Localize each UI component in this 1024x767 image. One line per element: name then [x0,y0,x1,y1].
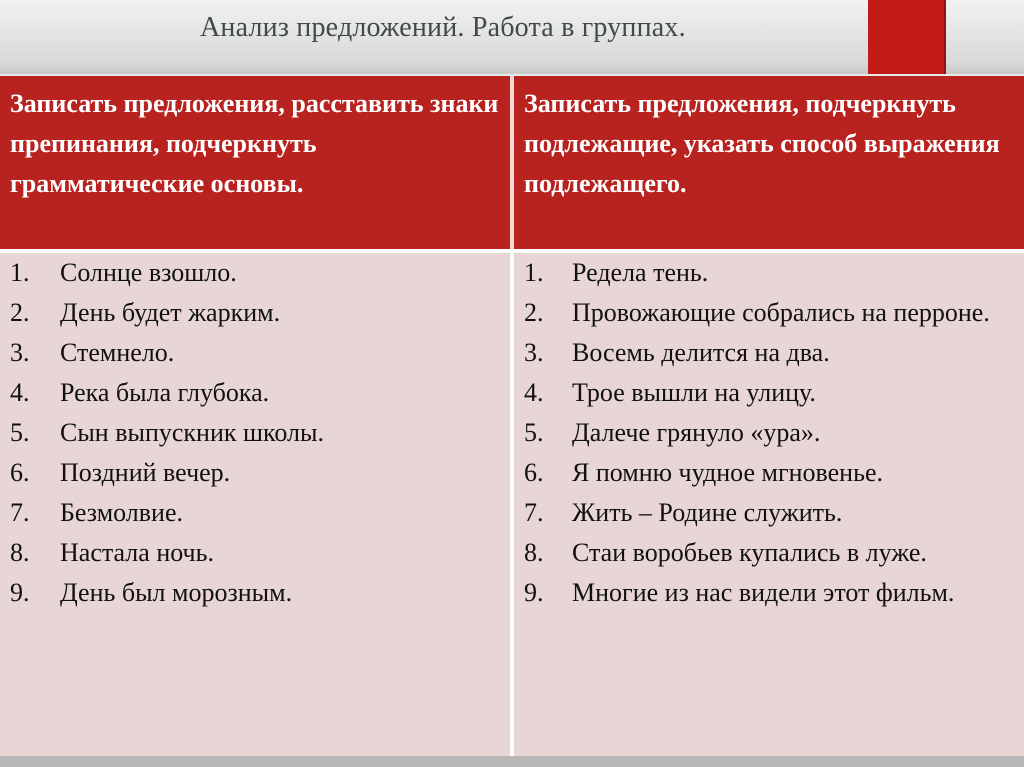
list-item [0,533,510,573]
item-text: Жить – Родине служить. [572,498,843,527]
item-text: День будет жарким. [60,298,281,327]
list-item [514,253,1024,293]
item-number: 6. [524,458,544,487]
item-number: 3. [10,338,30,367]
task-table [0,76,1024,756]
item-text: Река была глубока. [60,378,270,407]
right-column-header: Записать предложения, подчеркнуть подлежащие, указать способ выражения подлежащего. [514,76,1024,249]
item-number: 4. [10,378,30,407]
item-text: Сын выпускник школы. [60,418,324,447]
item-text: Далече грянуло «ура». [572,418,821,447]
list-item [514,413,1024,453]
list-item [0,573,510,613]
right-column-body [514,253,1024,756]
item-text: Стаи воробьев купались в луже. [572,538,927,567]
item-number: 5. [10,418,30,447]
list-item [514,453,1024,493]
left-sentence-list [0,253,510,613]
item-number: 8. [524,538,544,567]
item-number: 9. [524,578,544,607]
item-text: Редела тень. [572,258,709,287]
item-number: 6. [10,458,30,487]
accent-line [944,0,946,74]
item-text: Солнце взошло. [60,258,237,287]
list-item [0,373,510,413]
item-number: 4. [524,378,544,407]
list-item [0,453,510,493]
list-item [514,573,1024,613]
list-item [514,373,1024,413]
list-item [0,253,510,293]
item-text: Трое вышли на улицу. [572,378,816,407]
item-number: 2. [10,298,30,327]
list-item [514,293,1024,333]
right-sentence-list [514,253,1024,613]
item-text: Поздний вечер. [60,458,231,487]
list-item [514,533,1024,573]
slide-title: Анализ предложений. Работа в группах. [200,12,686,43]
list-item [514,493,1024,533]
item-number: 5. [524,418,544,447]
list-item [0,413,510,453]
item-text: Многие из нас видели этот фильм. [572,578,955,607]
item-number: 9. [10,578,30,607]
item-text: Стемнело. [60,338,175,367]
footer-strip [0,756,1024,767]
item-text: Восемь делится на два. [572,338,830,367]
item-number: 3. [524,338,544,367]
list-item [0,493,510,533]
item-text: Настала ночь. [60,538,214,567]
item-number: 1. [10,258,30,287]
list-item [514,333,1024,373]
item-number: 8. [10,538,30,567]
item-number: 7. [524,498,544,527]
list-item [0,293,510,333]
item-text: Я помню чудное мгновенье. [572,458,883,487]
item-text: Провожающие собрались на перроне. [572,298,990,327]
left-column-header: Записать предложения, расставить знаки препинания, подчеркнуть грамматические основы. [0,76,510,249]
item-text: Безмолвие. [60,498,184,527]
left-column-body [0,253,510,756]
list-item [0,333,510,373]
item-text: День был морозным. [60,578,293,607]
accent-block [868,0,944,74]
item-number: 1. [524,258,544,287]
item-number: 2. [524,298,544,327]
item-number: 7. [10,498,30,527]
